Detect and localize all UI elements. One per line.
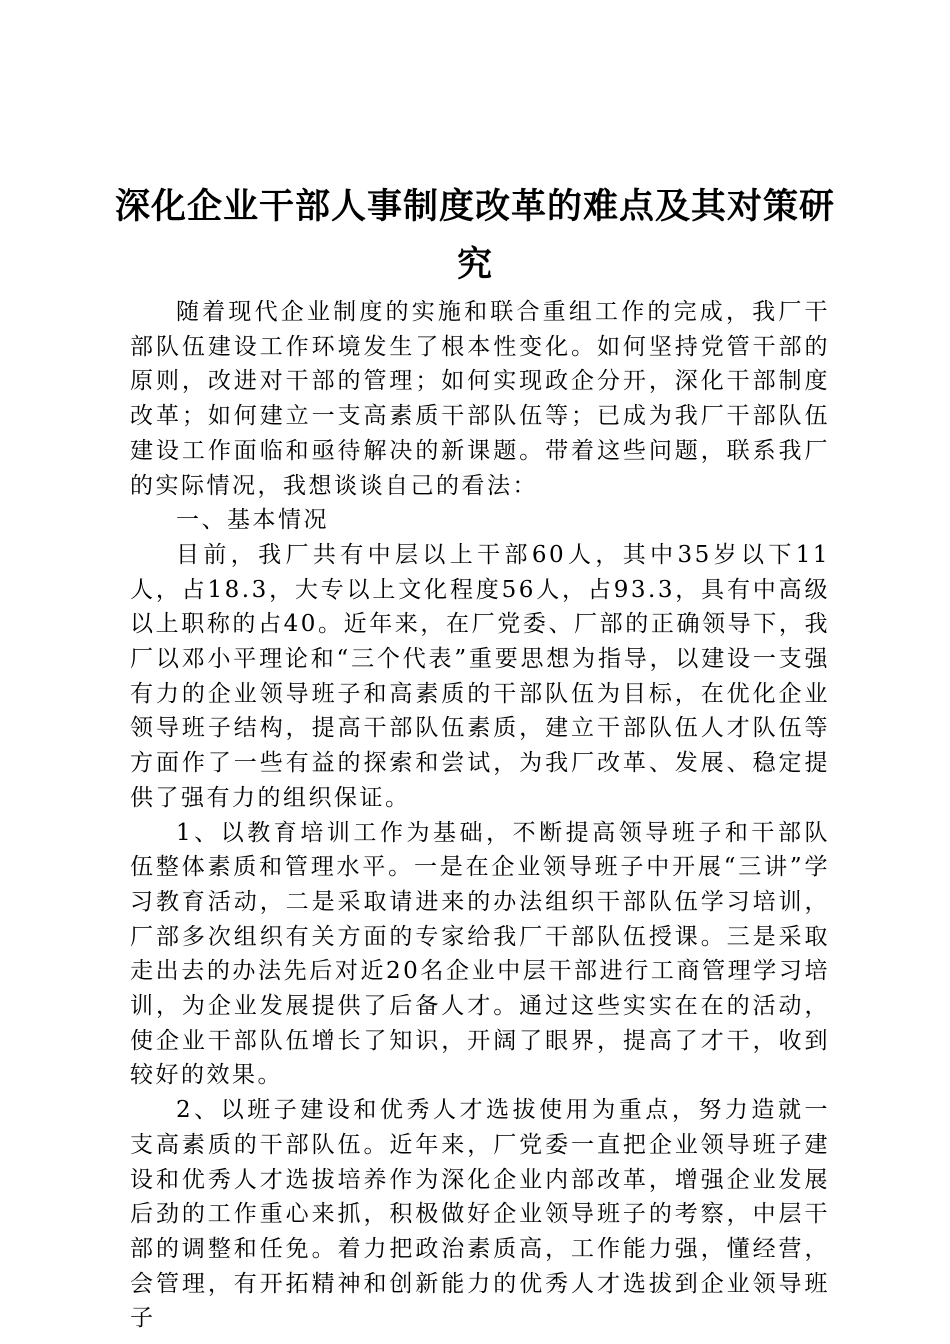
document-title: 深化企业干部人事制度改革的难点及其对策研究	[114, 186, 835, 285]
document-body	[130, 295, 830, 1336]
section-heading-basic-situation: 一、基本情况	[176, 507, 329, 534]
paragraph-current-status: 目前，我厂共有中层以上干部60人，其中35岁以下11人，占18.3，大专以上文化程度56人，占93.3，具有中高级以上职称的占40。近年来，在厂党委、厂部的正确领导下，我厂以邓小平理论和“三个代表”重要思想为指导，以建设一支强有力的企业领导班子和高素质的干部队伍为目标，在优化企业领导班子结构，提高干部队伍素质，建立干部队伍人才队伍等方面作了一些有益的探索和尝试，为我厂改革、发展、稳定提供了强有力的组织保证。	[130, 541, 830, 811]
paragraph-point-1: 1、以教育培训工作为基础，不断提高领导班子和干部队伍整体素质和管理水平。一是在企业领导班子中开展“三讲”学习教育活动，二是采取请进来的办法组织干部队伍学习培训，厂部多次组织有关方面的专家给我厂干部队伍授课。三是采取走出去的办法先后对近20名企业中层干部进行工商管理学习培训，为企业发展提供了后备人才。通过这些实实在在的活动，使企业干部队伍增长了知识，开阔了眼界，提高了才干，收到较好的效果。	[130, 819, 830, 1089]
paragraph-point-2: 2、以班子建设和优秀人才选拔使用为重点，努力造就一支高素质的干部队伍。近年来，厂党委一直把企业领导班子建设和优秀人才选拔培养作为深化企业内部改革，增强企业发展后劲的工作重心来抓，积极做好企业领导班子的考察，中层干部的调整和任免。着力把政治素质高，工作能力强，懂经营，会管理，有开拓精神和创新能力的优秀人才选拔到企业领导班子	[130, 1097, 830, 1332]
paragraph-intro: 随着现代企业制度的实施和联合重组工作的完成，我厂干部队伍建设工作环境发生了根本性变化。如何坚持党管干部的原则，改进对干部的管理；如何实现政企分开，深化干部制度改革；如何建立一支高素质干部队伍等；已成为我厂干部队伍建设工作面临和亟待解决的新课题。带着这些问题，联系我厂的实际情况，我想谈谈自己的看法：	[130, 299, 830, 499]
